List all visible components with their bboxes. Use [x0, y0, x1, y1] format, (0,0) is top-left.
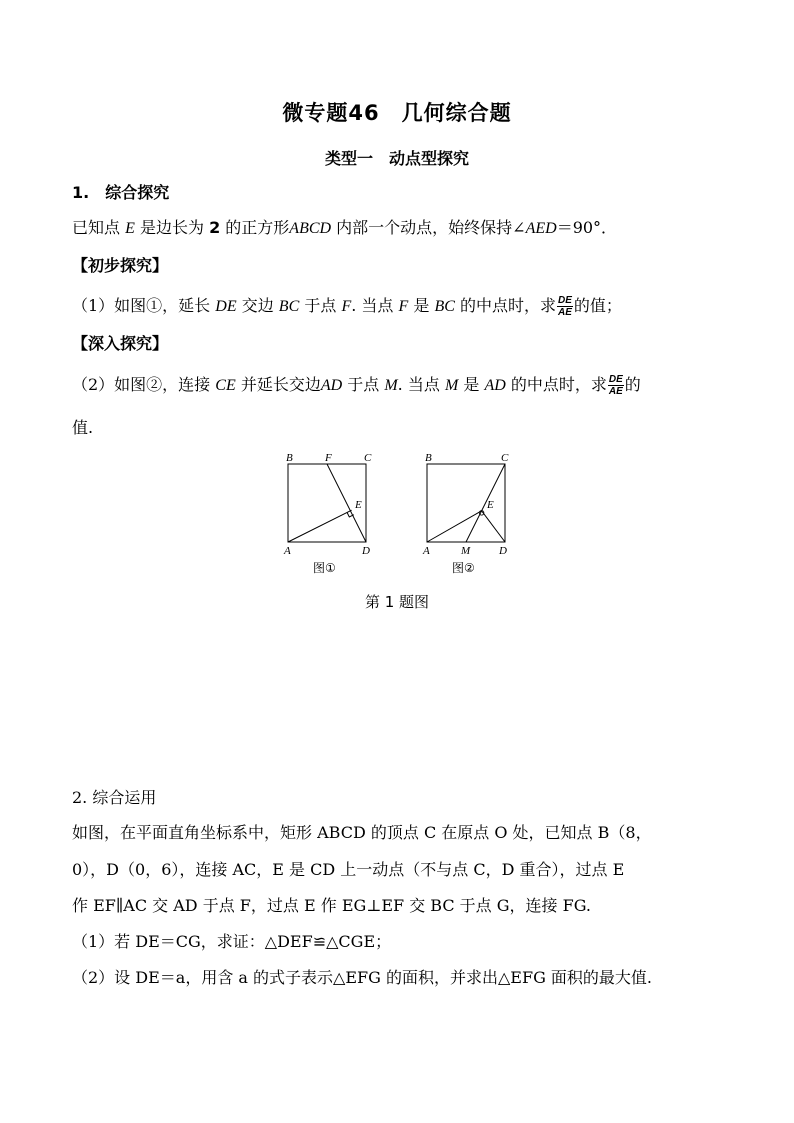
- text: 是: [458, 375, 485, 394]
- q2-heading: 2. 综合运用: [72, 788, 157, 807]
- q2-part1: （1）若 DE＝CG，求证：△DEF≌△CGE；: [72, 932, 392, 951]
- var: M: [444, 377, 459, 394]
- label-d: D: [499, 545, 507, 557]
- text: （2）如图②，连接: [72, 375, 216, 394]
- q2-line-2: 0），D（0，6），连接 AC，E 是 CD 上一动点（不与点 C，D 重合），过点 E: [72, 860, 625, 879]
- text: . 当点: [351, 296, 399, 315]
- text: 是边长为: [134, 218, 210, 237]
- label-b: B: [286, 452, 293, 464]
- text: 的中点时，求: [505, 375, 607, 394]
- var: BC: [434, 298, 455, 315]
- text: 的: [624, 375, 641, 394]
- numerator: DE: [608, 374, 623, 385]
- text: 的值；: [573, 296, 622, 315]
- text: 已知点: [72, 218, 126, 237]
- var: CE: [215, 377, 236, 394]
- label-c: C: [364, 452, 372, 464]
- text: ＝90°．: [556, 218, 618, 237]
- section-deep-exploration: 【深入探究】: [72, 334, 169, 353]
- var: BC: [278, 298, 300, 315]
- var: AD: [320, 377, 343, 394]
- text: 是: [408, 296, 435, 315]
- denominator: AE: [558, 307, 572, 318]
- text: 并延长交边: [235, 375, 321, 394]
- figure-1: [276, 448, 386, 580]
- label-e: E: [487, 499, 494, 511]
- q2-line-1: 如图，在平面直角坐标系中，矩形 ABCD 的顶点 C 在原点 O 处，已知点 B（8，: [72, 823, 652, 842]
- var: F: [398, 298, 409, 315]
- text: 于点: [342, 375, 385, 394]
- segment-ed: [482, 511, 505, 542]
- label-a: A: [423, 545, 430, 557]
- q1-stem: [72, 218, 617, 239]
- figure-2-caption: 图②: [452, 561, 475, 575]
- text: 的中点时，求: [454, 296, 556, 315]
- segment-ae: [288, 510, 352, 542]
- var: E: [125, 220, 135, 237]
- number: 2: [209, 218, 221, 237]
- var: AED: [525, 220, 557, 237]
- q1-heading: 1. 综合探究: [72, 183, 170, 202]
- segment-cm: [466, 464, 505, 542]
- text: 于点: [299, 296, 342, 315]
- denominator: AE: [608, 386, 623, 397]
- q2-line-3: 作 EF∥AC 交 AD 于点 F，过点 E 作 EG⊥EF 交 BC 于点 G，连接 FG.: [72, 896, 592, 915]
- label-a: A: [284, 545, 291, 557]
- text: 的正方形: [220, 218, 290, 237]
- q1-part2: [72, 374, 641, 397]
- fraction-de-ae: [608, 374, 624, 397]
- label-f: F: [325, 452, 332, 464]
- var: AD: [484, 377, 506, 394]
- q1-part1: [72, 295, 622, 318]
- var: M: [384, 377, 398, 394]
- label-e: E: [355, 499, 362, 511]
- text: 内部一个动点，始终保持∠: [331, 218, 526, 237]
- label-m: M: [461, 545, 471, 557]
- text: . 当点: [397, 375, 445, 394]
- var: DE: [215, 298, 237, 315]
- text: 交边: [236, 296, 279, 315]
- label-d: D: [362, 545, 370, 557]
- q1-part2-continued: 值.: [72, 418, 94, 437]
- label-b: B: [425, 452, 432, 464]
- figure-1-caption: 图①: [313, 561, 336, 575]
- section-subtitle: 类型一 动点型探究: [324, 149, 469, 168]
- text: （1）如图①，延长: [72, 296, 216, 315]
- section-initial-exploration: 【初步探究】: [72, 256, 169, 275]
- q2-part2: （2）设 DE＝a，用含 a 的式子表示△EFG 的面积，并求出△EFG 面积的最大值.: [72, 968, 653, 987]
- figure-title: 第 1 题图: [364, 593, 430, 611]
- numerator: DE: [558, 295, 572, 306]
- var: F: [341, 298, 352, 315]
- figure-2: [415, 448, 525, 580]
- label-c: C: [501, 452, 509, 464]
- page-title: 微专题46 几何综合题: [282, 101, 512, 125]
- fraction-de-ae: [557, 295, 573, 318]
- var: ABCD: [289, 220, 332, 237]
